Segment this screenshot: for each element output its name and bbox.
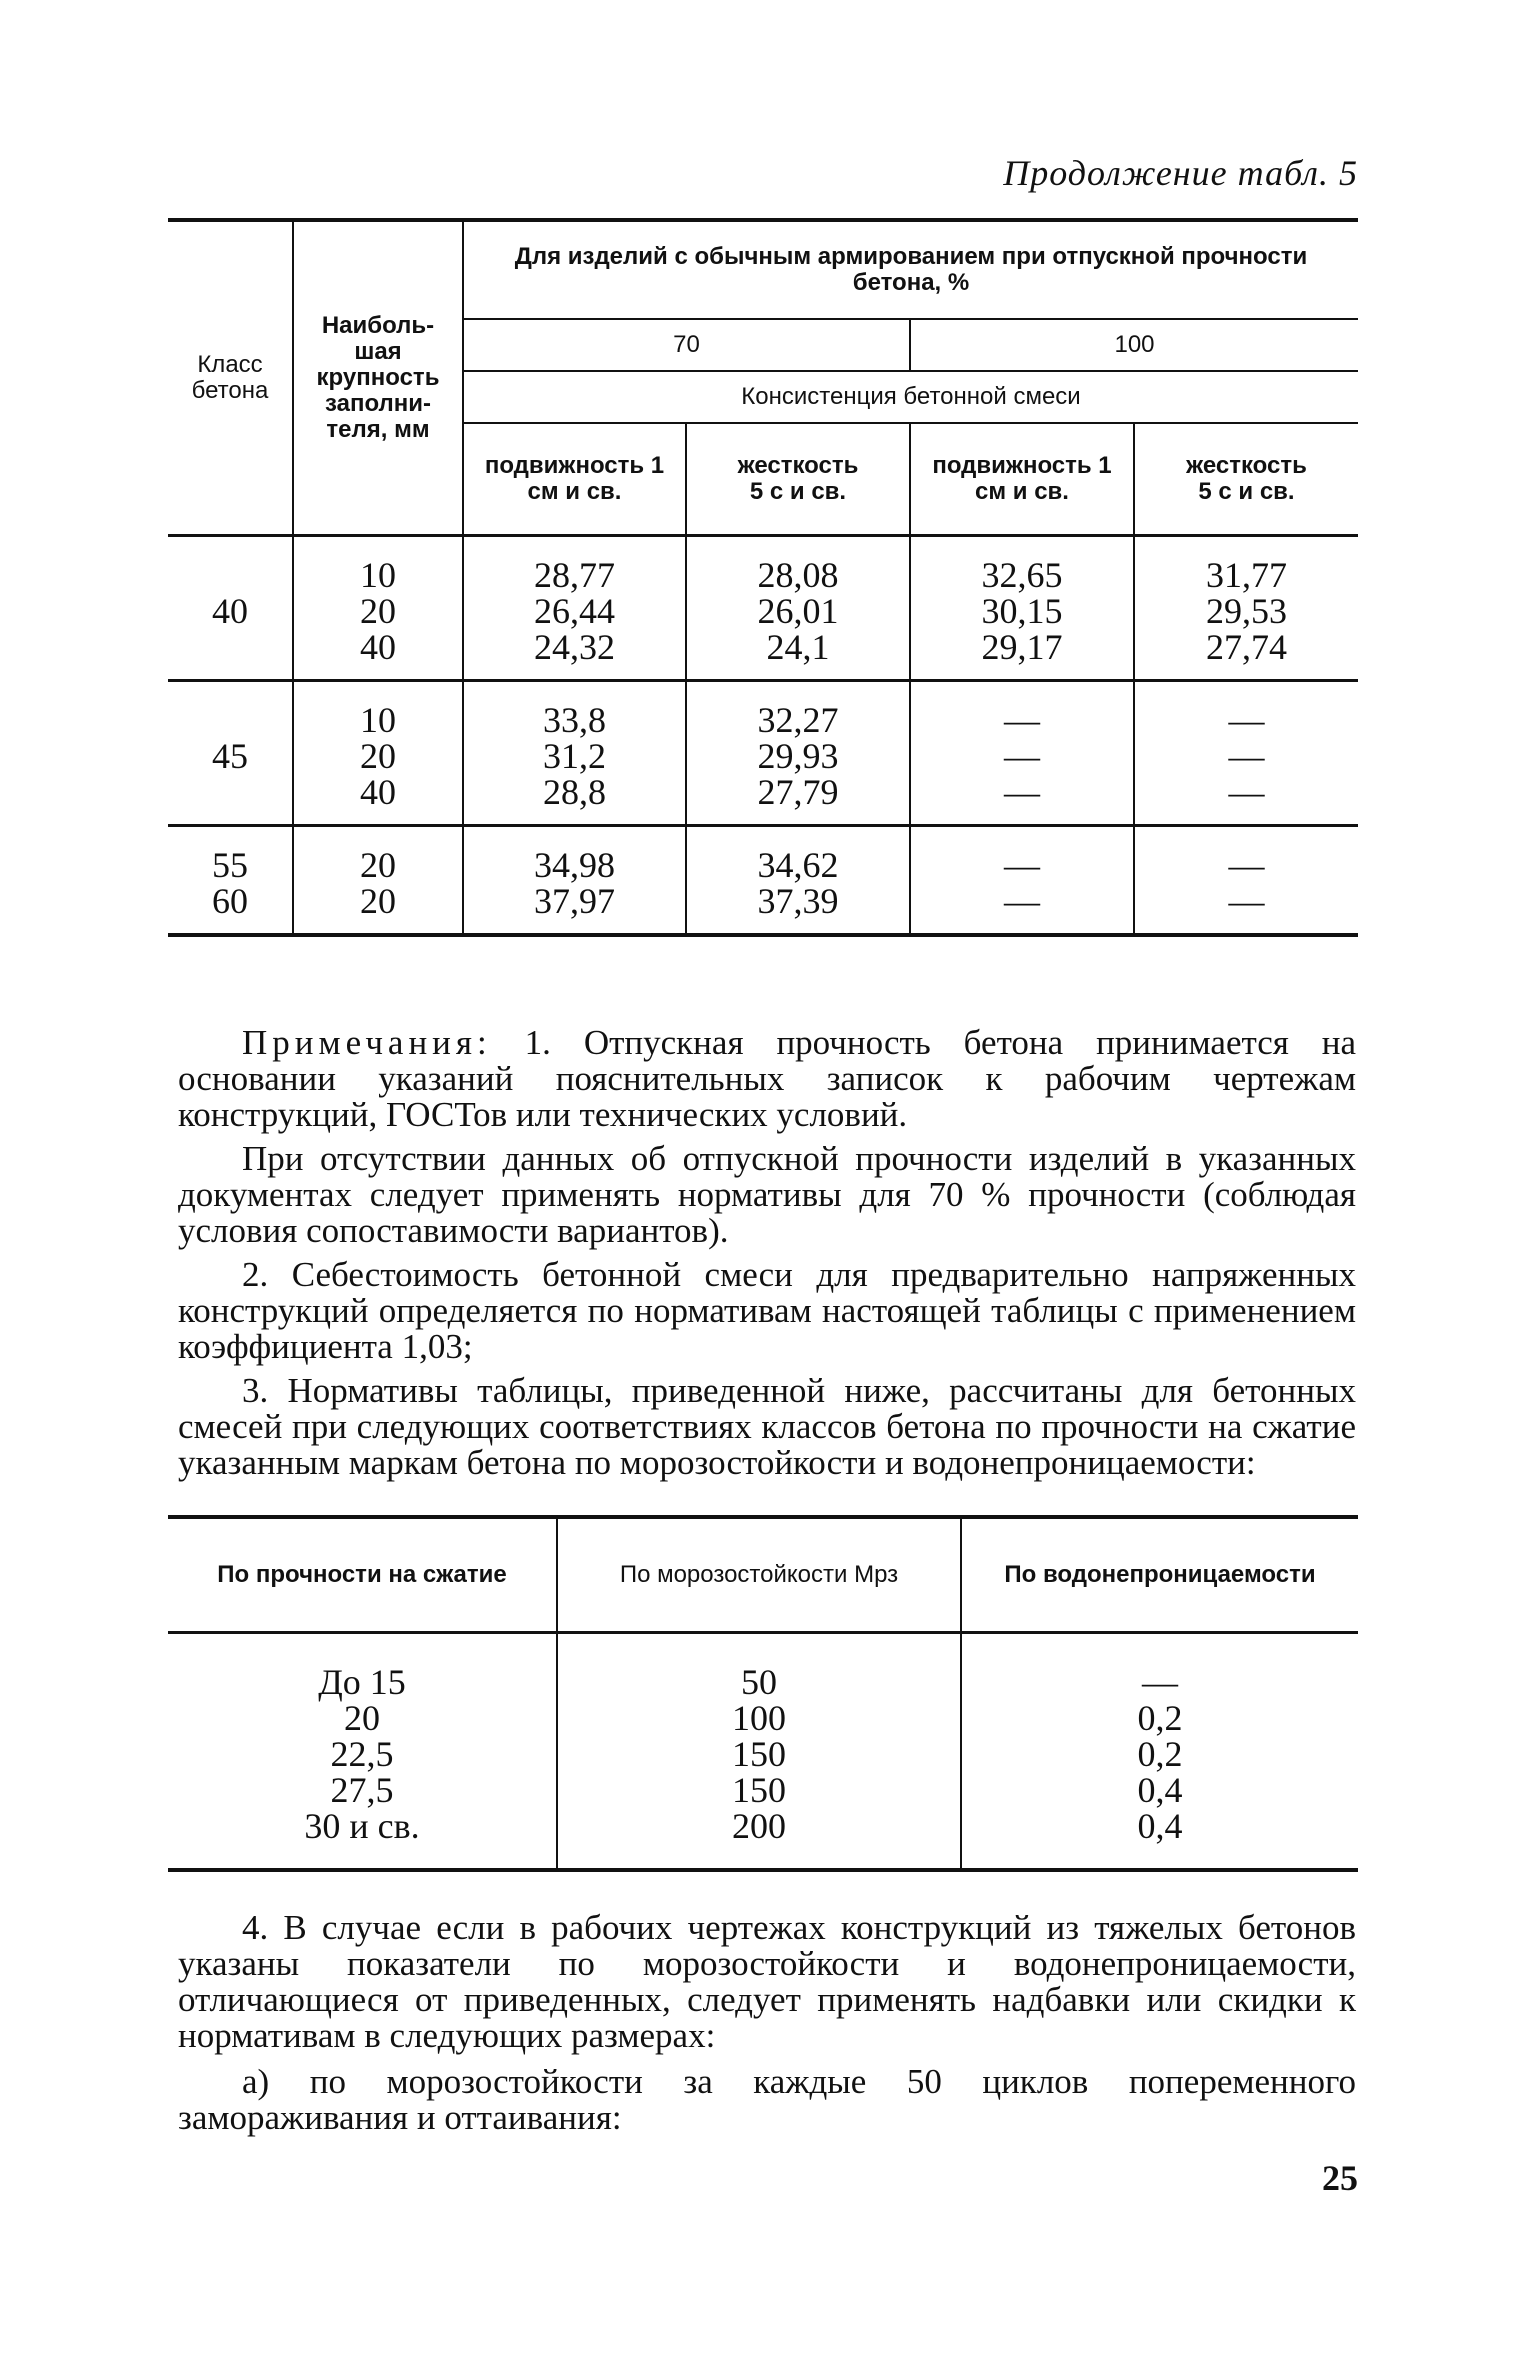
note-1 — [178, 1025, 1356, 1133]
row-value: 33,8 31,2 28,8 — [463, 681, 686, 826]
row-value: 32,27 29,93 27,79 — [686, 681, 910, 826]
header-group: Для изделий с обычным армированием при отпускной прочности бетона, % — [463, 220, 1358, 319]
header-aggregate-size: Наиболь-шая крупность заполни-теля, мм — [293, 220, 463, 536]
notes-label: Примечания: — [242, 1023, 492, 1062]
row-value: 28,77 26,44 24,32 — [463, 536, 686, 681]
header-compression: По прочности на сжатие — [168, 1517, 557, 1633]
table-row — [168, 536, 1358, 681]
table-row — [168, 681, 1358, 826]
row-value: — — — — [1134, 681, 1358, 826]
header-mobility-70: подвижность 1 см и св. — [463, 423, 686, 536]
row-size: 10 20 40 — [293, 681, 463, 826]
row-value: — — — — [910, 681, 1134, 826]
header-water: По водонепроницаемости — [961, 1517, 1358, 1633]
note-1-extra: При отсутствии данных об отпускной прочности изделий в указанных документах следует применять нормативы для 70 % прочности (соблюдая условия сопоставимости вариантов). — [178, 1139, 1356, 1250]
row-value: 34,98 37,97 — [463, 826, 686, 936]
header-pct-70: 70 — [463, 319, 910, 371]
row-value: — — — [910, 826, 1134, 936]
water-values: — 0,2 0,2 0,4 0,4 — [961, 1633, 1358, 1871]
row-size: 10 20 40 — [293, 536, 463, 681]
row-class: 40 — [212, 591, 248, 631]
header-class: Класс бетона — [168, 220, 293, 536]
header-consistency: Консистенция бетонной смеси — [463, 371, 1358, 423]
note-1-text: 1. Отпускная прочность бетона принимается на основании указаний пояснительных записок к рабочим чертежам конструкций, ГОСТов или технических условий. — [178, 1023, 1357, 1134]
cost-table — [168, 218, 1358, 937]
compression-values: До 15 20 22,5 27,5 30 и св. — [304, 1662, 420, 1846]
header-mobility-100: подвижность 1 см и св. — [910, 423, 1134, 536]
note-3: 3. Нормативы таблицы, приведенной ниже, рассчитаны для бетонных смесей при следующих соответствиях классов бетона по прочности на сжатие указанным маркам бетона по морозостойкости и водонепроницаемости: — [178, 1371, 1356, 1482]
frost-values: 50 100 150 150 200 — [557, 1633, 961, 1871]
note-2: 2. Себестоимость бетонной смеси для предварительно напряженных конструкций определяется по нормативам настоящей таблицы с применением коэффициента 1,03; — [178, 1255, 1356, 1366]
row-value: — — — [1134, 826, 1358, 936]
table-row — [168, 1633, 1358, 1871]
tail-text — [178, 1910, 1356, 2146]
row-class: 55 60 — [168, 826, 293, 936]
row-class: 45 — [168, 681, 293, 826]
row-value: 32,65 30,15 29,17 — [910, 536, 1134, 681]
table-row — [168, 826, 1358, 936]
row-value: 31,77 29,53 27,74 — [1134, 536, 1358, 681]
row-size: 20 20 — [293, 826, 463, 936]
note-4a: а) по морозостойкости за каждые 50 циклов попеременного замораживания и оттаивания: — [178, 2062, 1356, 2137]
cost-table-header — [168, 220, 1358, 536]
header-pct-100: 100 — [910, 319, 1358, 371]
note-4: 4. В случае если в рабочих чертежах конструкций из тяжелых бетонов указаны показатели по морозостойкости и водонепроницаемости, отличающиеся от приведенных, следует применять надбавки или скидки к нормативам в следующих размерах: — [178, 1908, 1356, 2055]
header-stiffness-70: жесткость 5 с и св. — [686, 423, 910, 536]
row-value: 28,08 26,01 24,1 — [686, 536, 910, 681]
header-stiffness-100: жесткость 5 с и св. — [1134, 423, 1358, 536]
table-caption: Продолжение табл. 5 — [1003, 153, 1358, 193]
page-number: 25 — [1322, 2158, 1358, 2198]
row-value: 34,62 37,39 — [686, 826, 910, 936]
notes — [178, 1025, 1356, 1489]
grade-correspondence-table — [168, 1515, 1358, 1872]
header-frost: По морозостойкости Мрз — [557, 1517, 961, 1633]
